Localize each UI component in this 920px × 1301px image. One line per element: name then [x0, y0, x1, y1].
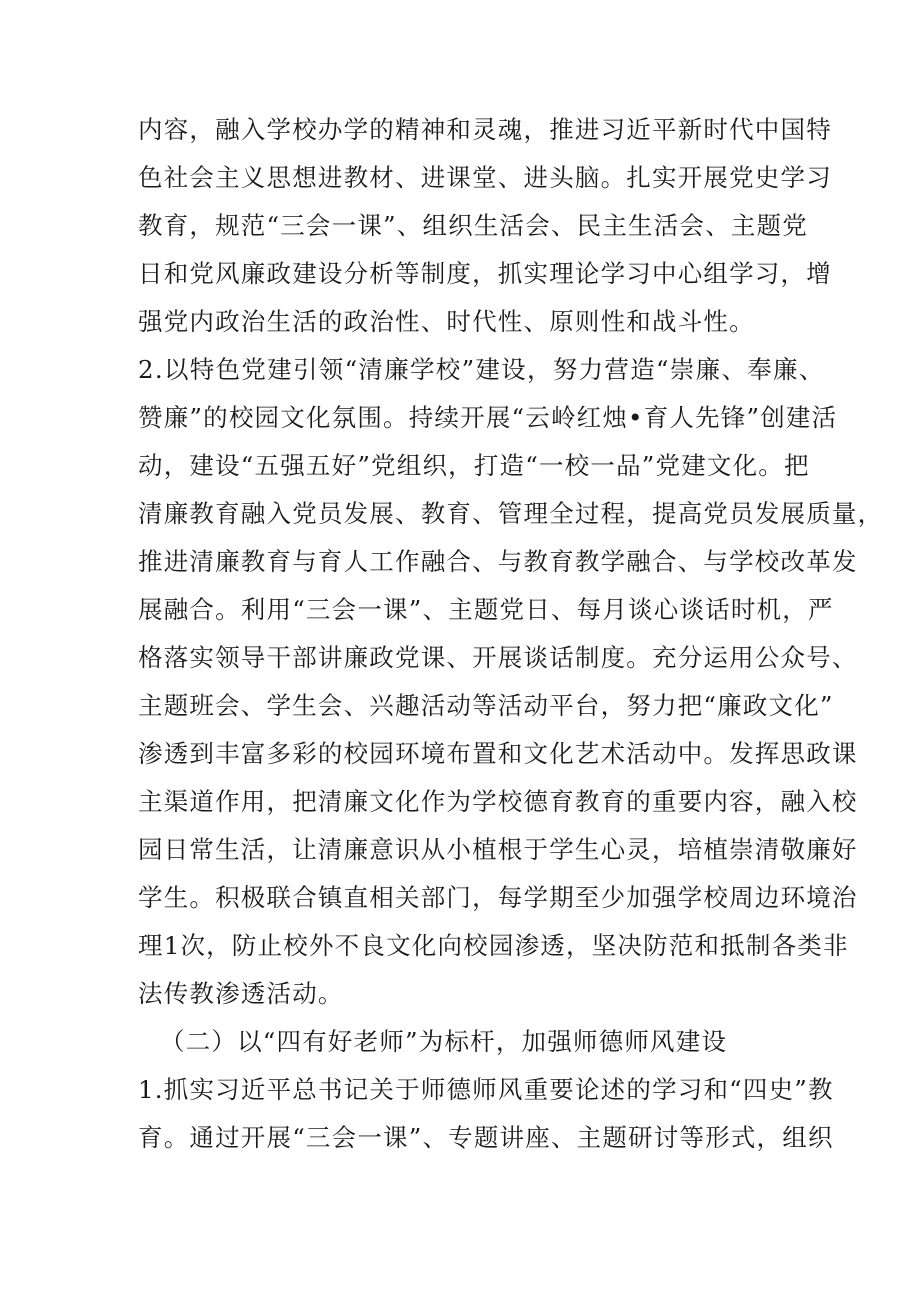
text-line: 格落实领导干部讲廉政党课、开展谈话制度。充分运用公众号、	[138, 643, 858, 672]
text-line: 学生。积极联合镇直相关部门，每学期至少加强学校周边环境治	[138, 883, 858, 912]
text-line: 主题班会、学生会、兴趣活动等活动平台，努力把“廉政文化”	[138, 691, 834, 720]
text-line: 园日常生活，让清廉意识从小植根于学生心灵，培植崇清敬廉好	[138, 835, 858, 864]
text-line: 法传教渗透活动。	[138, 979, 344, 1008]
text-line: 内容，融入学校办学的精神和灵魂，推进习近平新时代中国特	[138, 115, 832, 144]
section-heading: （二）以“四有好老师”为标杆，加强师德师风建设	[160, 1027, 728, 1056]
text-line: 强党内政治生活的政治性、时代性、原则性和战斗性。	[138, 307, 755, 336]
text-line: 日和党风廉政建设分析等制度，抓实理论学习中心组学习，增	[138, 259, 832, 288]
text-line: 教育，规范“三会一课”、组织生活会、民主生活会、主题党	[138, 211, 808, 240]
text-line: 赞廉”的校园文化氛围。持续开展“云岭红烛•育人先锋”创建活	[138, 403, 838, 432]
text-line: 展融合。利用“三会一课”、主题党日、每月谈心谈话时机，严	[138, 595, 834, 624]
text-line: 1.抓实习近平总书记关于师德师风重要论述的学习和“四史”教	[138, 1075, 834, 1104]
text-line: 育。通过开展“三会一课”、专题讲座、主题研讨等形式，组织	[138, 1123, 834, 1152]
text-line: 清廉教育融入党员发展、教育、管理全过程，提高党员发展质量，	[138, 499, 884, 528]
text-line: 色社会主义思想进教材、进课堂、进头脑。扎实开展党史学习	[138, 163, 832, 192]
text-line: 推进清廉教育与育人工作融合、与教育教学融合、与学校改革发	[138, 547, 858, 576]
text-line: 理1次，防止校外不良文化向校园渗透，坚决防范和抵制各类非	[138, 931, 849, 960]
text-line: 动，建设“五强五好”党组织，打造“一校一品”党建文化。把	[138, 451, 810, 480]
text-line: 渗透到丰富多彩的校园环境布置和文化艺术活动中。发挥思政课	[138, 739, 858, 768]
text-line: 主渠道作用，把清廉文化作为学校德育教育的重要内容，融入校	[138, 787, 858, 816]
text-line: 2.以特色党建引领“清廉学校”建设，努力营造“崇廉、奉廉、	[138, 355, 825, 384]
